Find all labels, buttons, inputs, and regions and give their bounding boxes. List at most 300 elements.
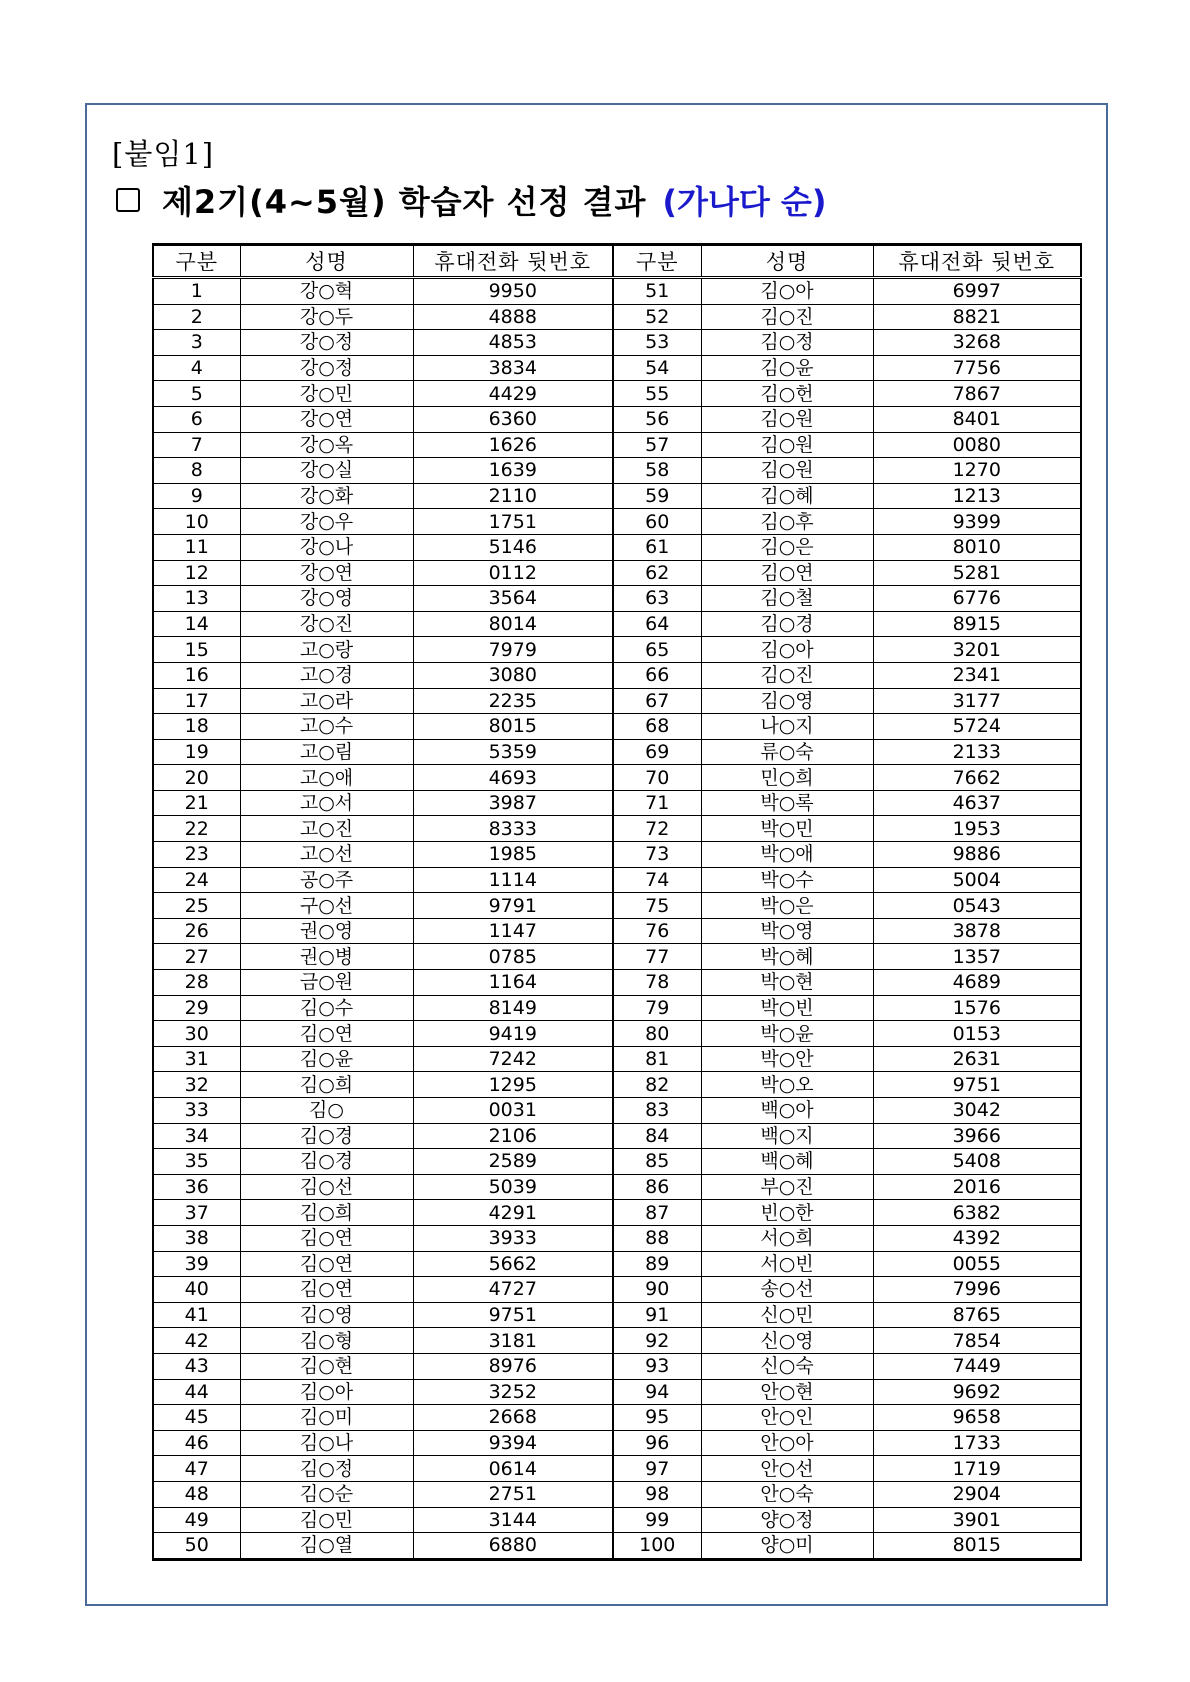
cell-phone: 8765 — [873, 1302, 1081, 1328]
cell-no: 33 — [153, 1098, 240, 1124]
cell-no: 60 — [613, 509, 701, 535]
cell-name: 신○숙 — [701, 1353, 873, 1379]
cell-no: 14 — [153, 611, 240, 637]
cell-no: 44 — [153, 1379, 240, 1405]
cell-no: 51 — [613, 278, 701, 305]
cell-no: 75 — [613, 893, 701, 919]
cell-no: 2 — [153, 304, 240, 330]
cell-no: 7 — [153, 432, 240, 458]
cell-phone: 3177 — [873, 688, 1081, 714]
table-row — [153, 816, 1081, 842]
table-row — [153, 1430, 1081, 1456]
cell-no: 98 — [613, 1481, 701, 1507]
cell-phone: 1213 — [873, 483, 1081, 509]
cell-no: 49 — [153, 1507, 240, 1533]
cell-phone: 7756 — [873, 355, 1081, 381]
table-row — [153, 1456, 1081, 1482]
cell-phone: 6997 — [873, 278, 1081, 305]
table-row — [153, 918, 1081, 944]
cell-name: 김○연 — [240, 1251, 413, 1277]
cell-name: 김○은 — [701, 534, 873, 560]
cell-name: 박○현 — [701, 970, 873, 996]
cell-name: 고○림 — [240, 739, 413, 765]
cell-name: 김○경 — [701, 611, 873, 637]
cell-no: 38 — [153, 1225, 240, 1251]
cell-name: 고○선 — [240, 842, 413, 868]
cell-name: 강○연 — [240, 560, 413, 586]
cell-name: 김○아 — [240, 1379, 413, 1405]
cell-no: 8 — [153, 458, 240, 484]
cell-phone: 1164 — [413, 970, 613, 996]
cell-no: 58 — [613, 458, 701, 484]
cell-name: 구○선 — [240, 893, 413, 919]
cell-no: 94 — [613, 1379, 701, 1405]
cell-phone: 2235 — [413, 688, 613, 714]
cell-name: 고○수 — [240, 714, 413, 740]
table-row — [153, 1098, 1081, 1124]
cell-no: 72 — [613, 816, 701, 842]
cell-phone: 2133 — [873, 739, 1081, 765]
cell-phone: 0031 — [413, 1098, 613, 1124]
cell-phone: 0614 — [413, 1456, 613, 1482]
cell-name: 김○후 — [701, 509, 873, 535]
cell-phone: 1295 — [413, 1072, 613, 1098]
cell-name: 김○민 — [240, 1507, 413, 1533]
cell-phone: 6880 — [413, 1533, 613, 1560]
cell-no: 40 — [153, 1277, 240, 1303]
table-row — [153, 1174, 1081, 1200]
cell-phone: 1114 — [413, 867, 613, 893]
cell-no: 19 — [153, 739, 240, 765]
cell-phone: 9692 — [873, 1379, 1081, 1405]
cell-no: 12 — [153, 560, 240, 586]
sort-note: (가나다 순) — [662, 183, 827, 221]
cell-no: 47 — [153, 1456, 240, 1482]
cell-name: 안○선 — [701, 1456, 873, 1482]
cell-name: 김○열 — [240, 1533, 413, 1560]
cell-name: 박○영 — [701, 918, 873, 944]
cell-no: 46 — [153, 1430, 240, 1456]
table-row — [153, 1328, 1081, 1354]
table-row — [153, 509, 1081, 535]
cell-no: 26 — [153, 918, 240, 944]
cell-phone: 3834 — [413, 355, 613, 381]
table-row — [153, 842, 1081, 868]
cell-name: 박○빈 — [701, 995, 873, 1021]
cell-phone: 3042 — [873, 1098, 1081, 1124]
cell-name: 금○원 — [240, 970, 413, 996]
table-row — [153, 1481, 1081, 1507]
cell-phone: 0785 — [413, 944, 613, 970]
cell-name: 권○영 — [240, 918, 413, 944]
cell-phone: 2110 — [413, 483, 613, 509]
table-row — [153, 662, 1081, 688]
cell-name: 김○윤 — [701, 355, 873, 381]
cell-name: 김○순 — [240, 1481, 413, 1507]
table-row — [153, 304, 1081, 330]
cell-no: 70 — [613, 765, 701, 791]
cell-name: 김○진 — [701, 304, 873, 330]
cell-no: 20 — [153, 765, 240, 791]
cell-no: 89 — [613, 1251, 701, 1277]
cell-no: 32 — [153, 1072, 240, 1098]
table-row — [153, 739, 1081, 765]
table-row — [153, 1021, 1081, 1047]
cell-name: 김○연 — [240, 1277, 413, 1303]
cell-name: 백○혜 — [701, 1149, 873, 1175]
cell-no: 1 — [153, 278, 240, 305]
cell-no: 28 — [153, 970, 240, 996]
cell-no: 67 — [613, 688, 701, 714]
table-row — [153, 867, 1081, 893]
cell-phone: 0080 — [873, 432, 1081, 458]
cell-name: 안○인 — [701, 1405, 873, 1431]
cell-no: 17 — [153, 688, 240, 714]
cell-phone: 2631 — [873, 1046, 1081, 1072]
cell-name: 강○나 — [240, 534, 413, 560]
cell-phone: 9950 — [413, 278, 613, 305]
cell-name: 김○원 — [701, 458, 873, 484]
cell-name: 김○경 — [240, 1149, 413, 1175]
cell-no: 78 — [613, 970, 701, 996]
cell-name: 김○윤 — [240, 1046, 413, 1072]
cell-no: 85 — [613, 1149, 701, 1175]
cell-phone: 1985 — [413, 842, 613, 868]
header-phone-right: 휴대전화 뒷번호 — [873, 245, 1081, 278]
table-row — [153, 1277, 1081, 1303]
cell-phone: 4693 — [413, 765, 613, 791]
cell-no: 18 — [153, 714, 240, 740]
cell-no: 21 — [153, 790, 240, 816]
table-row — [153, 611, 1081, 637]
cell-name: 강○진 — [240, 611, 413, 637]
table-row — [153, 1353, 1081, 1379]
table-row — [153, 406, 1081, 432]
cell-name: 김○철 — [701, 586, 873, 612]
cell-name: 박○은 — [701, 893, 873, 919]
cell-no: 36 — [153, 1174, 240, 1200]
header-name-right: 성명 — [701, 245, 873, 278]
table-row — [153, 893, 1081, 919]
table-row — [153, 432, 1081, 458]
cell-no: 92 — [613, 1328, 701, 1354]
cell-phone: 8014 — [413, 611, 613, 637]
table-row — [153, 714, 1081, 740]
cell-name: 고○랑 — [240, 637, 413, 663]
cell-name: 공○주 — [240, 867, 413, 893]
cell-phone: 3268 — [873, 330, 1081, 356]
cell-phone: 3901 — [873, 1507, 1081, 1533]
cell-name: 신○민 — [701, 1302, 873, 1328]
cell-phone: 9658 — [873, 1405, 1081, 1431]
table-row — [153, 1302, 1081, 1328]
cell-name: 김○혜 — [701, 483, 873, 509]
cell-no: 35 — [153, 1149, 240, 1175]
table-row — [153, 381, 1081, 407]
cell-phone: 3144 — [413, 1507, 613, 1533]
cell-name: 김○원 — [701, 432, 873, 458]
cell-phone: 8333 — [413, 816, 613, 842]
cell-name: 박○민 — [701, 816, 873, 842]
cell-phone: 7867 — [873, 381, 1081, 407]
table-row — [153, 765, 1081, 791]
table-row — [153, 586, 1081, 612]
cell-phone: 3878 — [873, 918, 1081, 944]
cell-phone: 4637 — [873, 790, 1081, 816]
cell-name: 김○연 — [240, 1021, 413, 1047]
cell-name: 강○화 — [240, 483, 413, 509]
cell-no: 90 — [613, 1277, 701, 1303]
cell-name: 나○지 — [701, 714, 873, 740]
cell-phone: 5359 — [413, 739, 613, 765]
table-row — [153, 995, 1081, 1021]
cell-no: 4 — [153, 355, 240, 381]
table-row — [153, 483, 1081, 509]
cell-no: 93 — [613, 1353, 701, 1379]
cell-phone: 5724 — [873, 714, 1081, 740]
cell-name: 김○희 — [240, 1200, 413, 1226]
cell-phone: 3181 — [413, 1328, 613, 1354]
cell-phone: 5408 — [873, 1149, 1081, 1175]
cell-phone: 8976 — [413, 1353, 613, 1379]
cell-no: 39 — [153, 1251, 240, 1277]
cell-name: 김○경 — [240, 1123, 413, 1149]
table-row — [153, 355, 1081, 381]
cell-no: 64 — [613, 611, 701, 637]
cell-no: 76 — [613, 918, 701, 944]
cell-phone: 8149 — [413, 995, 613, 1021]
cell-name: 김○형 — [240, 1328, 413, 1354]
table-row — [153, 1149, 1081, 1175]
cell-name: 박○록 — [701, 790, 873, 816]
cell-phone: 2668 — [413, 1405, 613, 1431]
cell-no: 71 — [613, 790, 701, 816]
cell-phone: 4727 — [413, 1277, 613, 1303]
cell-phone: 1733 — [873, 1430, 1081, 1456]
cell-phone: 7449 — [873, 1353, 1081, 1379]
cell-name: 김○연 — [240, 1225, 413, 1251]
cell-phone: 6360 — [413, 406, 613, 432]
cell-no: 79 — [613, 995, 701, 1021]
cell-phone: 9399 — [873, 509, 1081, 535]
cell-name: 백○지 — [701, 1123, 873, 1149]
cell-no: 43 — [153, 1353, 240, 1379]
cell-name: 강○정 — [240, 355, 413, 381]
selection-table — [152, 243, 1082, 1561]
cell-no: 11 — [153, 534, 240, 560]
cell-name: 김○수 — [240, 995, 413, 1021]
cell-no: 82 — [613, 1072, 701, 1098]
cell-phone: 1626 — [413, 432, 613, 458]
table-row — [153, 1251, 1081, 1277]
cell-name: 김○원 — [701, 406, 873, 432]
cell-no: 80 — [613, 1021, 701, 1047]
table-row — [153, 637, 1081, 663]
cell-phone: 9791 — [413, 893, 613, 919]
cell-name: 서○희 — [701, 1225, 873, 1251]
cell-no: 95 — [613, 1405, 701, 1431]
cell-no: 27 — [153, 944, 240, 970]
cell-phone: 0543 — [873, 893, 1081, 919]
cell-phone: 8010 — [873, 534, 1081, 560]
cell-name: 송○선 — [701, 1277, 873, 1303]
header-phone-left: 휴대전화 뒷번호 — [413, 245, 613, 278]
cell-no: 25 — [153, 893, 240, 919]
cell-phone: 1147 — [413, 918, 613, 944]
cell-no: 23 — [153, 842, 240, 868]
cell-no: 22 — [153, 816, 240, 842]
cell-phone: 9751 — [873, 1072, 1081, 1098]
table-row — [153, 1046, 1081, 1072]
table-row — [153, 1225, 1081, 1251]
cell-name: 김○헌 — [701, 381, 873, 407]
cell-phone: 9394 — [413, 1430, 613, 1456]
cell-name: 강○혁 — [240, 278, 413, 305]
cell-phone: 8015 — [873, 1533, 1081, 1560]
cell-no: 10 — [153, 509, 240, 535]
cell-no: 15 — [153, 637, 240, 663]
cell-no: 66 — [613, 662, 701, 688]
cell-phone: 4853 — [413, 330, 613, 356]
cell-no: 84 — [613, 1123, 701, 1149]
cell-no: 69 — [613, 739, 701, 765]
cell-name: 민○희 — [701, 765, 873, 791]
cell-no: 24 — [153, 867, 240, 893]
cell-no: 81 — [613, 1046, 701, 1072]
cell-no: 97 — [613, 1456, 701, 1482]
cell-name: 신○영 — [701, 1328, 873, 1354]
cell-phone: 2904 — [873, 1481, 1081, 1507]
cell-phone: 3252 — [413, 1379, 613, 1405]
page-title — [116, 178, 826, 222]
cell-name: 강○두 — [240, 304, 413, 330]
table-row — [153, 688, 1081, 714]
cell-no: 29 — [153, 995, 240, 1021]
cell-phone: 3933 — [413, 1225, 613, 1251]
cell-phone: 7979 — [413, 637, 613, 663]
cell-name: 김○진 — [701, 662, 873, 688]
cell-no: 91 — [613, 1302, 701, 1328]
cell-no: 62 — [613, 560, 701, 586]
cell-name: 김○ — [240, 1098, 413, 1124]
cell-name: 강○우 — [240, 509, 413, 535]
cell-no: 34 — [153, 1123, 240, 1149]
title-text: 제2기(4~5월) 학습자 선정 결과 — [162, 183, 647, 221]
cell-name: 김○정 — [240, 1456, 413, 1482]
cell-phone: 1719 — [873, 1456, 1081, 1482]
header-no-right: 구분 — [613, 245, 701, 278]
cell-name: 강○민 — [240, 381, 413, 407]
checkbox-icon — [116, 188, 140, 212]
cell-phone: 9751 — [413, 1302, 613, 1328]
cell-no: 88 — [613, 1225, 701, 1251]
cell-name: 박○수 — [701, 867, 873, 893]
cell-no: 96 — [613, 1430, 701, 1456]
cell-name: 안○숙 — [701, 1481, 873, 1507]
cell-phone: 9419 — [413, 1021, 613, 1047]
cell-phone: 8915 — [873, 611, 1081, 637]
cell-name: 강○정 — [240, 330, 413, 356]
cell-phone: 9886 — [873, 842, 1081, 868]
cell-name: 류○숙 — [701, 739, 873, 765]
cell-no: 55 — [613, 381, 701, 407]
cell-name: 서○빈 — [701, 1251, 873, 1277]
cell-no: 59 — [613, 483, 701, 509]
cell-no: 48 — [153, 1481, 240, 1507]
cell-no: 53 — [613, 330, 701, 356]
cell-phone: 8401 — [873, 406, 1081, 432]
table-row — [153, 278, 1081, 305]
table-row — [153, 1507, 1081, 1533]
cell-name: 강○옥 — [240, 432, 413, 458]
cell-no: 52 — [613, 304, 701, 330]
cell-phone: 5281 — [873, 560, 1081, 586]
cell-phone: 4291 — [413, 1200, 613, 1226]
cell-no: 45 — [153, 1405, 240, 1431]
table-row — [153, 1123, 1081, 1149]
cell-phone: 5004 — [873, 867, 1081, 893]
cell-no: 74 — [613, 867, 701, 893]
cell-phone: 8821 — [873, 304, 1081, 330]
cell-no: 16 — [153, 662, 240, 688]
cell-name: 김○나 — [240, 1430, 413, 1456]
cell-no: 54 — [613, 355, 701, 381]
cell-name: 김○희 — [240, 1072, 413, 1098]
cell-name: 김○아 — [701, 637, 873, 663]
cell-no: 5 — [153, 381, 240, 407]
cell-name: 김○아 — [701, 278, 873, 305]
cell-phone: 5039 — [413, 1174, 613, 1200]
cell-no: 30 — [153, 1021, 240, 1047]
cell-name: 김○영 — [701, 688, 873, 714]
cell-name: 강○실 — [240, 458, 413, 484]
cell-phone: 4429 — [413, 381, 613, 407]
cell-phone: 6776 — [873, 586, 1081, 612]
header-no-left: 구분 — [153, 245, 240, 278]
cell-phone: 7662 — [873, 765, 1081, 791]
cell-phone: 2751 — [413, 1481, 613, 1507]
cell-no: 56 — [613, 406, 701, 432]
cell-no: 57 — [613, 432, 701, 458]
cell-phone: 0153 — [873, 1021, 1081, 1047]
cell-no: 41 — [153, 1302, 240, 1328]
table-row — [153, 970, 1081, 996]
cell-phone: 1576 — [873, 995, 1081, 1021]
cell-no: 68 — [613, 714, 701, 740]
cell-phone: 1751 — [413, 509, 613, 535]
cell-name: 안○현 — [701, 1379, 873, 1405]
table-row — [153, 534, 1081, 560]
cell-no: 50 — [153, 1533, 240, 1560]
cell-name: 고○서 — [240, 790, 413, 816]
cell-name: 부○진 — [701, 1174, 873, 1200]
cell-phone: 4689 — [873, 970, 1081, 996]
cell-name: 양○정 — [701, 1507, 873, 1533]
cell-no: 3 — [153, 330, 240, 356]
cell-name: 안○아 — [701, 1430, 873, 1456]
attachment-label: [붙임1] — [112, 137, 215, 171]
cell-phone: 0112 — [413, 560, 613, 586]
cell-no: 99 — [613, 1507, 701, 1533]
table-row — [153, 1533, 1081, 1560]
cell-phone: 2016 — [873, 1174, 1081, 1200]
cell-name: 강○연 — [240, 406, 413, 432]
cell-phone: 7996 — [873, 1277, 1081, 1303]
cell-no: 13 — [153, 586, 240, 612]
cell-phone: 1639 — [413, 458, 613, 484]
cell-name: 고○애 — [240, 765, 413, 791]
cell-no: 83 — [613, 1098, 701, 1124]
